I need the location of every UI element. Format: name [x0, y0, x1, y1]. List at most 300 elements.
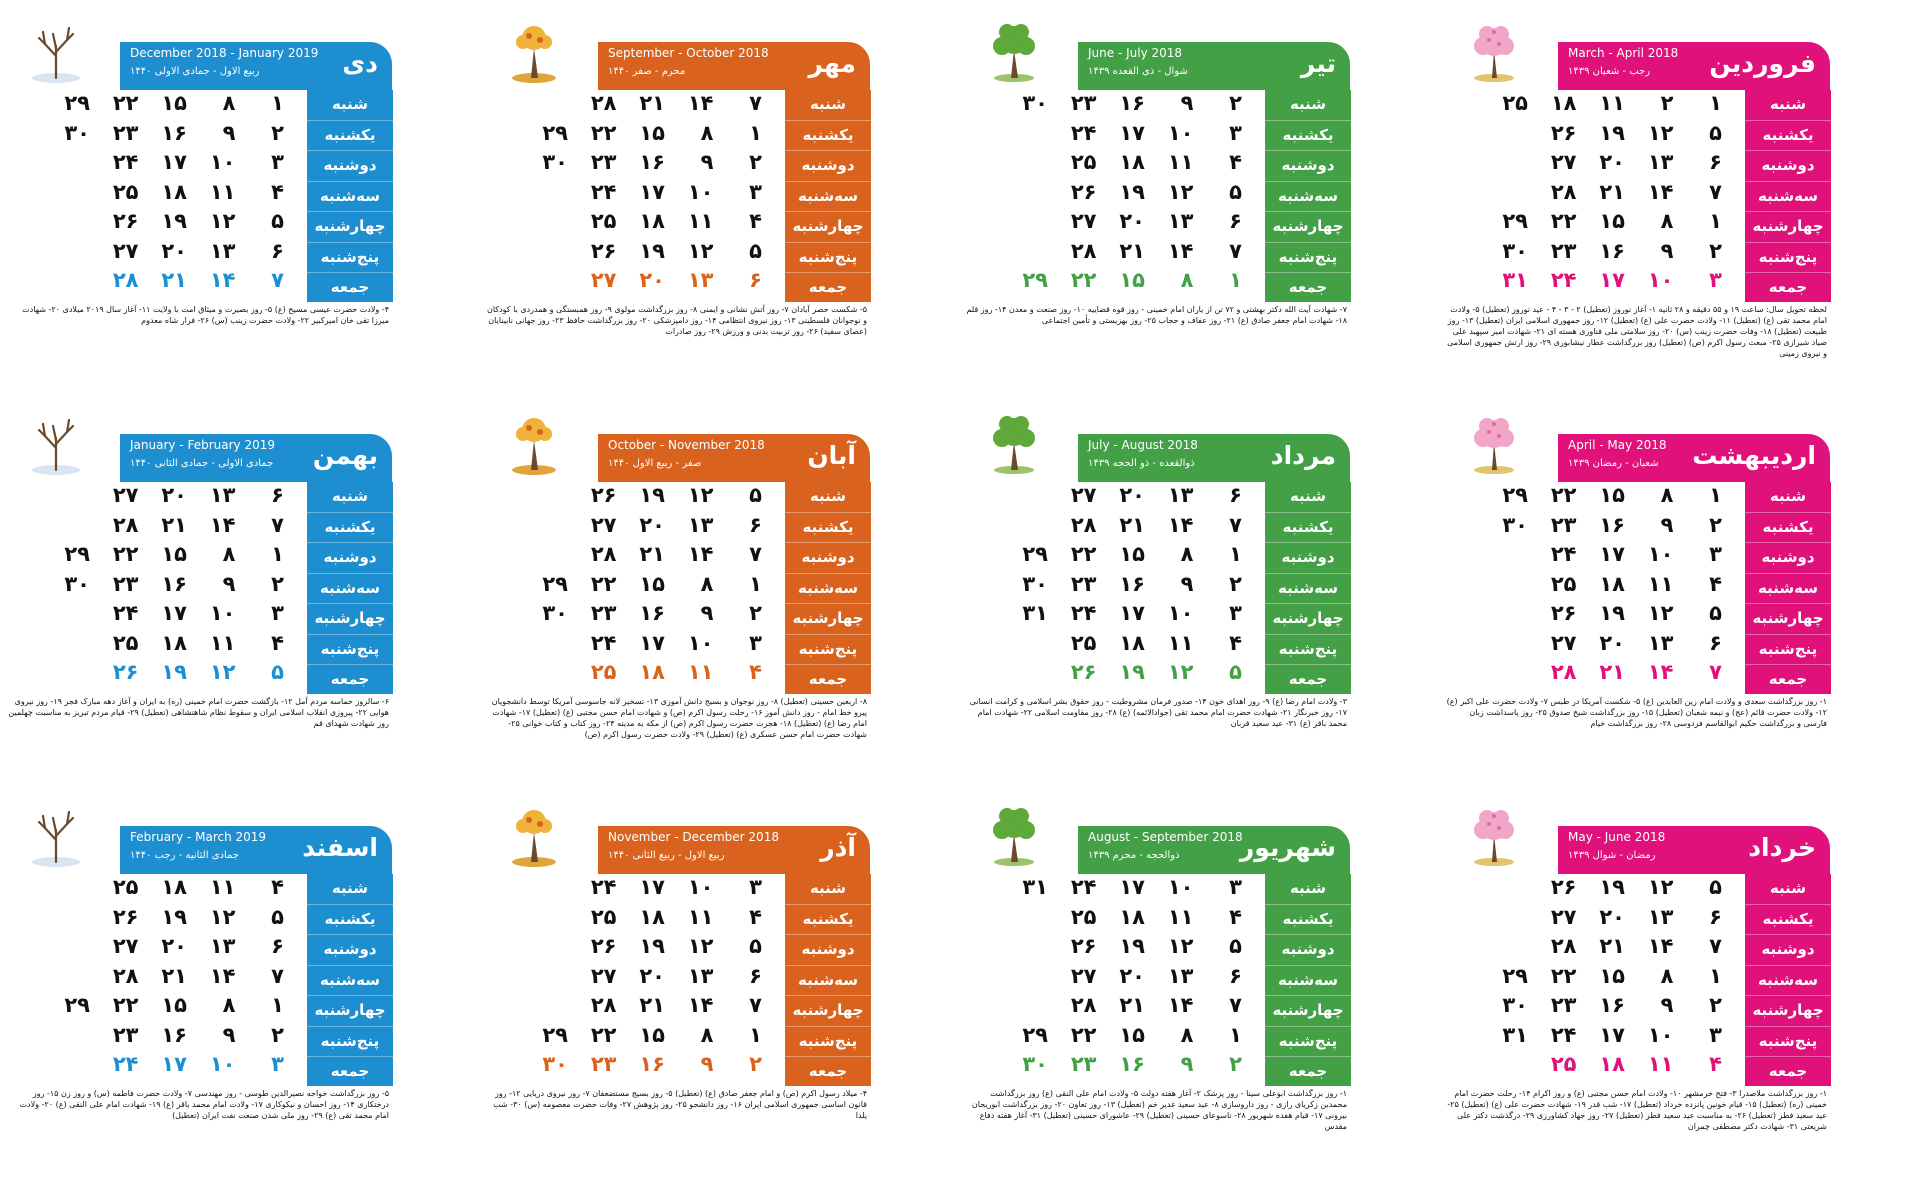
month-name: آذر: [820, 833, 856, 862]
persian-date: ۱۹: [1599, 120, 1625, 145]
weekday-label: پنج‌شنبه: [307, 635, 393, 666]
weekday-label: چهارشنبه: [1745, 996, 1831, 1027]
persian-date: ۲۶: [112, 660, 139, 684]
date-cell: [1694, 1022, 1743, 1052]
persian-date: ۲۰: [161, 934, 187, 958]
date-cell: [1694, 659, 1743, 689]
persian-date: ۲۱: [161, 268, 187, 292]
date-cell: [1694, 149, 1743, 179]
date-cell: [256, 1022, 305, 1052]
persian-date: ۲۵: [1502, 91, 1528, 115]
persian-date: ۷: [271, 268, 284, 292]
persian-date: ۲۸: [1070, 993, 1097, 1017]
week-row: [12, 179, 304, 209]
date-cell: [637, 208, 686, 238]
date-cell: [1165, 904, 1214, 934]
persian-date: ۲۶: [590, 238, 617, 263]
date-cell: [1500, 238, 1549, 268]
month-events: ۵- شکست حصر آبادان ۷- روز آتش نشانی و ایمنی ۸- روز بزرگداشت مولوی ۹- روز همبستگی و همدردی با کودکان و نوجوانان فلسطینی ۱۳- روز نیروی انتظامی ۱۴- روز دامپزشکی ۲۰- روز بزرگداشت حافظ ۲۳- روز جهانی نابینایان (عصای سفید) ۲۶- روز تربیت بدنی و ورزش ۲۹- روز صادرات: [486, 305, 867, 336]
date-cell: [1645, 874, 1694, 904]
persian-date: ۱۴: [209, 512, 236, 537]
persian-date: ۱۶: [1599, 512, 1625, 537]
green-tree-icon: [983, 804, 1045, 868]
date-cell: [159, 541, 208, 571]
persian-date: ۲: [1660, 91, 1674, 115]
month-banner: [120, 826, 392, 874]
month-card: [478, 412, 873, 752]
month-events: ۴- میلاد رسول اکرم (ص) و امام جعفر صادق (ع) (تعطیل) ۵- روز بسیج مستضعفان ۷- روز نیروی دریایی ۱۲- روز قانون اساسی جمهوری اسلامی ایران ۱۶- روز دانشجو ۲۵- روز پژوهش ۲۷- وفات حضرت معصومه (س) ۳۰- شب یلدا: [493, 1089, 867, 1120]
persian-date: ۲۵: [590, 904, 617, 929]
persian-date: ۱۹: [161, 904, 187, 929]
date-cell: [207, 659, 256, 689]
week-row: [12, 120, 304, 150]
persian-date: ۲۷: [1070, 483, 1097, 507]
persian-date: ۱۱: [687, 209, 714, 233]
date-cell: [540, 1051, 589, 1081]
persian-date: ۷: [749, 91, 762, 115]
persian-date: ۲۱: [161, 963, 187, 988]
persian-date: ۱۹: [1119, 660, 1145, 684]
persian-date: ۱۷: [161, 150, 187, 174]
date-cell: [1645, 1022, 1694, 1052]
date-cell: [685, 149, 734, 179]
month-events: ۳- ولادت امام رضا (ع) ۹- روز اهدای خون ۱۴- صدور فرمان مشروطیت - روز حقوق بشر اسلامی و کرامت انسانی ۱۷- روز خبرنگار ۲۱- شهادت حضرت امام محمد تقی (جوادالائمه) (ع) ۲۸- روز مقاومت اسلامی ۲۲- شهادت امام محمد باقر (ع) ۳۱- عید سعید قربان: [969, 697, 1347, 728]
persian-date: ۶: [1229, 209, 1242, 233]
date-cell: [256, 992, 305, 1022]
persian-date: ۲۸: [590, 91, 617, 115]
date-cell: [1694, 933, 1743, 963]
week-row: [12, 512, 304, 542]
weekday-label: دوشنبه: [307, 543, 393, 574]
date-cell: [540, 120, 589, 150]
date-cell: [110, 571, 159, 601]
weekday-label: یکشنبه: [307, 121, 393, 152]
persian-date: ۲۹: [542, 571, 568, 596]
persian-date: ۱۴: [209, 268, 236, 292]
persian-date: ۵: [271, 904, 284, 929]
persian-date: ۱۸: [1119, 630, 1145, 655]
persian-date: ۲۲: [590, 1022, 617, 1047]
month-card: [0, 20, 395, 360]
weekday-label: جمعه: [330, 1062, 370, 1080]
persian-date: ۱۲: [687, 483, 714, 507]
persian-date: ۱۱: [1599, 91, 1625, 115]
persian-date: ۲۶: [590, 483, 617, 507]
weekday-label: جمعه: [330, 670, 370, 688]
date-cell: [588, 482, 637, 512]
hijri-range: محرم - صفر ۱۴۴۰: [608, 66, 686, 77]
date-cell: [685, 963, 734, 993]
persian-date: ۲۵: [1070, 904, 1097, 929]
date-cell: [1597, 963, 1646, 993]
persian-date: ۸: [1180, 1022, 1194, 1047]
date-cell: [159, 933, 208, 963]
persian-date: ۳: [271, 150, 284, 174]
gregorian-range: February - March 2019: [130, 830, 267, 844]
date-cell: [588, 1022, 637, 1052]
persian-date: ۱: [749, 120, 762, 145]
month-card: [958, 412, 1353, 752]
weekday-label: شنبه: [1745, 874, 1831, 905]
date-cell: [256, 659, 305, 689]
date-cell: [1068, 659, 1117, 689]
date-cell: [588, 267, 637, 297]
date-cell: [1597, 120, 1646, 150]
date-cell: [1165, 208, 1214, 238]
date-cell: [1214, 1051, 1263, 1081]
date-cell: [1020, 267, 1069, 297]
persian-date: ۲۱: [1599, 179, 1625, 204]
persian-date: ۶: [1229, 963, 1242, 988]
month-banner: [1558, 826, 1830, 874]
weekday-label: شنبه: [1265, 90, 1351, 121]
date-cell: [256, 238, 305, 268]
persian-date: ۲۱: [639, 91, 665, 115]
persian-date: ۲۷: [590, 963, 617, 988]
persian-date: ۳۰: [64, 571, 90, 596]
persian-date: ۱۳: [209, 483, 236, 507]
weekday-column: [1265, 482, 1351, 694]
week-row: [490, 1022, 782, 1052]
date-cell: [1068, 600, 1117, 630]
persian-date: ۸: [700, 120, 714, 145]
date-cell: [588, 874, 637, 904]
weekday-label: شنبه: [1265, 874, 1351, 905]
week-row: [490, 600, 782, 630]
week-row: [1450, 963, 1742, 993]
date-cell: [1214, 541, 1263, 571]
weekday-label: شنبه: [307, 90, 393, 121]
week-row: [970, 1051, 1262, 1081]
date-cell: [1165, 120, 1214, 150]
date-cell: [256, 600, 305, 630]
month-card: [1438, 412, 1833, 752]
date-grid: [490, 874, 782, 1086]
weekday-label: یکشنبه: [785, 121, 871, 152]
date-cell: [637, 874, 686, 904]
date-cell: [256, 208, 305, 238]
persian-date: ۲: [271, 571, 284, 596]
persian-date: ۴: [1229, 150, 1242, 174]
week-row: [970, 963, 1262, 993]
persian-date: ۹: [700, 1052, 714, 1076]
persian-date: ۸: [700, 1022, 714, 1047]
date-cell: [685, 1051, 734, 1081]
persian-date: ۵: [1229, 179, 1242, 204]
date-cell: [1548, 267, 1597, 297]
date-cell: [1214, 512, 1263, 542]
persian-date: ۲۹: [64, 542, 90, 566]
date-cell: [1117, 874, 1166, 904]
date-cell: [588, 208, 637, 238]
persian-date: ۴: [1709, 1052, 1722, 1076]
date-cell: [159, 659, 208, 689]
persian-date: ۱۶: [161, 1022, 187, 1047]
date-cell: [1548, 541, 1597, 571]
week-row: [12, 659, 304, 689]
date-cell: [256, 149, 305, 179]
date-cell: [1597, 1022, 1646, 1052]
date-cell: [734, 208, 783, 238]
date-cell: [685, 874, 734, 904]
gregorian-range: August - September 2018: [1088, 830, 1243, 844]
week-row: [12, 482, 304, 512]
week-row: [1450, 90, 1742, 120]
weekday-label: چهارشنبه: [307, 996, 393, 1027]
persian-date: ۲: [1229, 1052, 1242, 1076]
gregorian-range: June - July 2018: [1088, 46, 1183, 60]
date-cell: [110, 1051, 159, 1081]
date-cell: [1214, 630, 1263, 660]
date-cell: [207, 541, 256, 571]
green-tree-icon: [983, 20, 1045, 84]
date-cell: [1548, 600, 1597, 630]
persian-date: ۸: [222, 542, 236, 566]
weekday-label: جمعه: [808, 278, 848, 296]
hijri-range: ربیع الاول - جمادی الاولی ۱۴۴۰: [130, 66, 260, 77]
week-row: [490, 933, 782, 963]
persian-date: ۱۶: [1119, 91, 1145, 115]
persian-date: ۱۸: [1119, 150, 1145, 174]
date-cell: [1068, 179, 1117, 209]
weekday-column: [1745, 874, 1831, 1086]
date-cell: [1694, 630, 1743, 660]
date-cell: [1597, 512, 1646, 542]
week-row: [490, 120, 782, 150]
gregorian-range: January - February 2019: [130, 438, 275, 452]
hijri-range: شعبان - رمضان ۱۴۳۹: [1568, 458, 1659, 469]
date-cell: [1645, 659, 1694, 689]
date-cell: [1068, 963, 1117, 993]
week-row: [12, 149, 304, 179]
persian-date: ۵: [749, 934, 762, 958]
persian-date: ۱۵: [161, 542, 187, 566]
persian-date: ۲: [1709, 238, 1722, 263]
persian-date: ۲۳: [1550, 512, 1577, 537]
date-cell: [256, 630, 305, 660]
persian-date: ۱: [1229, 268, 1242, 292]
week-row: [490, 541, 782, 571]
weekday-label: دوشنبه: [785, 543, 871, 574]
date-cell: [1500, 1022, 1549, 1052]
persian-date: ۱۳: [1167, 209, 1194, 233]
persian-date: ۱۷: [639, 630, 665, 655]
date-cell: [1597, 571, 1646, 601]
date-cell: [1165, 482, 1214, 512]
date-cell: [1597, 90, 1646, 120]
week-row: [1450, 120, 1742, 150]
weekday-label: سه‌شنبه: [307, 966, 393, 997]
date-cell: [1645, 90, 1694, 120]
persian-date: ۶: [271, 934, 284, 958]
persian-date: ۲۱: [161, 512, 187, 537]
persian-date: ۱۴: [687, 993, 714, 1017]
persian-date: ۲۸: [112, 963, 139, 988]
date-cell: [1068, 238, 1117, 268]
date-cell: [588, 963, 637, 993]
snowy-tree-icon: [25, 20, 87, 84]
date-cell: [110, 874, 159, 904]
persian-date: ۲۴: [1550, 542, 1577, 566]
date-cell: [734, 992, 783, 1022]
date-cell: [1117, 933, 1166, 963]
date-cell: [207, 992, 256, 1022]
persian-date: ۳: [749, 630, 762, 655]
date-cell: [637, 600, 686, 630]
weekday-label: یکشنبه: [307, 905, 393, 936]
date-cell: [1597, 482, 1646, 512]
week-row: [12, 571, 304, 601]
date-cell: [1694, 482, 1743, 512]
persian-date: ۶: [1709, 150, 1722, 174]
persian-date: ۲۹: [542, 1022, 568, 1047]
date-cell: [1694, 238, 1743, 268]
month-name: خرداد: [1748, 833, 1816, 862]
date-cell: [637, 238, 686, 268]
date-cell: [110, 149, 159, 179]
week-row: [490, 482, 782, 512]
week-row: [490, 267, 782, 297]
date-cell: [159, 904, 208, 934]
persian-date: ۱۶: [161, 120, 187, 145]
date-cell: [1117, 482, 1166, 512]
weekday-label: دوشنبه: [785, 151, 871, 182]
date-cell: [110, 630, 159, 660]
date-cell: [637, 571, 686, 601]
persian-date: ۲۶: [1070, 934, 1097, 958]
date-cell: [588, 179, 637, 209]
date-cell: [1645, 600, 1694, 630]
date-cell: [1165, 238, 1214, 268]
persian-date: ۱۳: [1647, 630, 1674, 655]
month-banner: [1078, 42, 1350, 90]
date-cell: [637, 659, 686, 689]
week-row: [490, 1051, 782, 1081]
week-row: [1450, 267, 1742, 297]
weekday-column: [1265, 90, 1351, 302]
week-row: [490, 571, 782, 601]
blossom-tree-icon: [1463, 412, 1525, 476]
date-cell: [588, 933, 637, 963]
week-row: [490, 992, 782, 1022]
date-cell: [1117, 179, 1166, 209]
weekday-label: شنبه: [1265, 482, 1351, 513]
week-row: [970, 482, 1262, 512]
persian-date: ۲۲: [1550, 483, 1577, 507]
date-cell: [685, 933, 734, 963]
date-cell: [62, 120, 111, 150]
date-cell: [1548, 963, 1597, 993]
persian-date: ۱۲: [1167, 934, 1194, 958]
weekday-label: سه‌شنبه: [1265, 182, 1351, 213]
date-cell: [256, 179, 305, 209]
date-cell: [1597, 238, 1646, 268]
date-cell: [1548, 149, 1597, 179]
persian-date: ۸: [700, 571, 714, 596]
week-row: [12, 992, 304, 1022]
persian-date: ۷: [271, 963, 284, 988]
date-cell: [1068, 992, 1117, 1022]
week-row: [490, 659, 782, 689]
date-cell: [1068, 933, 1117, 963]
persian-date: ۹: [222, 571, 236, 596]
date-cell: [1548, 933, 1597, 963]
persian-date: ۱۸: [639, 209, 665, 233]
persian-date: ۸: [222, 91, 236, 115]
weekday-label: سه‌شنبه: [307, 574, 393, 605]
date-cell: [110, 933, 159, 963]
date-cell: [1068, 90, 1117, 120]
gregorian-range: May - June 2018: [1568, 830, 1666, 844]
weekday-label: یکشنبه: [307, 513, 393, 544]
persian-date: ۱۵: [1119, 268, 1145, 292]
persian-date: ۶: [749, 963, 762, 988]
week-row: [490, 904, 782, 934]
persian-date: ۱۰: [209, 601, 236, 625]
blossom-tree-icon: [1463, 804, 1525, 868]
weekday-label: دوشنبه: [1745, 151, 1831, 182]
persian-date: ۲۰: [1599, 904, 1625, 929]
date-cell: [256, 541, 305, 571]
persian-date: ۲: [749, 601, 762, 625]
persian-date: ۶: [1709, 904, 1722, 929]
persian-date: ۲۳: [1070, 571, 1097, 596]
persian-date: ۹: [1180, 91, 1194, 115]
persian-date: ۲۰: [1599, 630, 1625, 655]
persian-date: ۱۷: [1599, 268, 1625, 292]
week-row: [970, 238, 1262, 268]
persian-date: ۱۵: [639, 120, 665, 145]
persian-date: ۸: [1660, 483, 1674, 507]
persian-date: ۱۴: [687, 542, 714, 566]
persian-date: ۱۷: [639, 179, 665, 204]
persian-date: ۶: [749, 268, 762, 292]
date-cell: [207, 963, 256, 993]
date-cell: [256, 571, 305, 601]
weekday-label: یکشنبه: [1745, 905, 1831, 936]
persian-date: ۱۱: [687, 660, 714, 684]
persian-date: ۱۶: [639, 150, 665, 174]
date-cell: [110, 120, 159, 150]
persian-date: ۱۶: [161, 571, 187, 596]
month-banner: [120, 434, 392, 482]
date-cell: [1068, 208, 1117, 238]
persian-date: ۹: [1180, 1052, 1194, 1076]
date-cell: [1694, 1051, 1743, 1081]
persian-date: ۲۷: [590, 268, 617, 292]
date-cell: [637, 933, 686, 963]
week-row: [1450, 208, 1742, 238]
persian-date: ۲: [1709, 512, 1722, 537]
month-banner: [1558, 434, 1830, 482]
date-cell: [588, 659, 637, 689]
persian-date: ۱۳: [687, 963, 714, 988]
persian-date: ۲۷: [1070, 963, 1097, 988]
persian-date: ۲۴: [1550, 268, 1577, 292]
date-cell: [159, 571, 208, 601]
date-cell: [637, 1051, 686, 1081]
week-row: [12, 963, 304, 993]
persian-date: ۲۶: [1550, 120, 1577, 145]
week-row: [970, 267, 1262, 297]
persian-date: ۲۶: [1550, 875, 1577, 899]
persian-date: ۲۳: [112, 571, 139, 596]
weekday-label: شنبه: [785, 482, 871, 513]
persian-date: ۱۸: [1599, 1052, 1625, 1076]
date-cell: [62, 571, 111, 601]
weekday-label: پنج‌شنبه: [1265, 635, 1351, 666]
autumn-tree-icon: [503, 804, 565, 868]
